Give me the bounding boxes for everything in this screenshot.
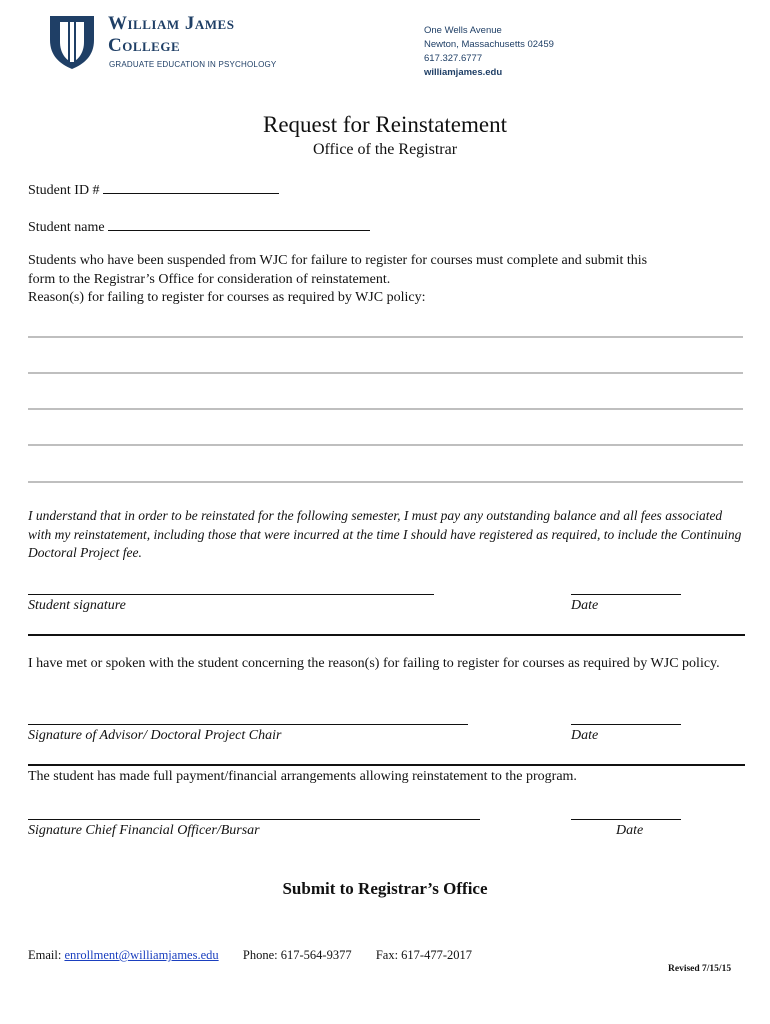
- submit-heading: Submit to Registrar’s Office: [282, 879, 488, 898]
- student-date-label: Date: [571, 598, 599, 613]
- phone-number: Phone: 617-564-9377: [242, 948, 352, 962]
- fax-number: Fax: 617-477-2017: [375, 948, 473, 962]
- revision-date: Revised 7/15/15: [668, 964, 732, 974]
- reason-line-3[interactable]: [28, 408, 743, 410]
- advisor-statement: I have met or spoken with the student concerning the reason(s) for failing to register for courses as required by WJC policy.: [28, 656, 720, 671]
- student-id-row: [28, 180, 279, 199]
- student-name-label: Student name: [28, 220, 105, 235]
- reason-line-2[interactable]: [28, 372, 743, 374]
- cfo-date-label: Date: [616, 823, 644, 838]
- advisor-date-field[interactable]: [571, 724, 681, 725]
- reason-line-4[interactable]: [28, 444, 743, 446]
- student-name-row: [28, 217, 370, 236]
- form-title: Request for Reinstatement: [263, 112, 507, 137]
- reason-line-1[interactable]: [28, 336, 743, 338]
- advisor-signature-label: Signature of Advisor/ Doctoral Project Chair: [28, 728, 282, 743]
- understand-statement: I understand that in order to be reinstated for the following semester, I must pay any outstanding balance and all fees associated with my reinstatement, including those that were incurred at the time I should have registered as required, to include the Continuing Doctoral Project fee.: [28, 508, 742, 560]
- reasons-label: Reason(s) for failing to register for courses as required by WJC policy:: [28, 290, 426, 305]
- college-logo-shield-icon: [48, 14, 96, 70]
- advisor-signature-field[interactable]: [28, 724, 468, 725]
- contact-info: [28, 948, 472, 963]
- cfo-signature-label: Signature Chief Financial Officer/Bursar: [28, 823, 260, 838]
- college-address: [424, 24, 554, 80]
- form-subtitle: Office of the Registrar: [312, 141, 458, 158]
- email-label: Email:: [28, 948, 62, 962]
- reason-line-5[interactable]: [28, 481, 743, 483]
- intro-paragraph: Students who have been suspended from WJC for failure to register for courses must complete and submit this form to the Registrar’s Office for consideration of reinstatement. Reason(s) for failing to register for courses as required by WJC policy:: [28, 252, 748, 308]
- student-date-field[interactable]: [571, 594, 681, 595]
- address-line-1: One Wells Avenue: [424, 25, 502, 36]
- college-name: William James College: [108, 13, 235, 56]
- address-line-2: Newton, Massachusetts 02459: [424, 39, 554, 50]
- email-link[interactable]: enrollment@williamjames.edu: [64, 948, 219, 962]
- college-tagline: GRADUATE EDUCATION IN PSYCHOLOGY: [109, 60, 277, 69]
- cfo-signature-field[interactable]: [28, 819, 480, 820]
- student-signature-label: Student signature: [28, 598, 126, 613]
- address-phone: 617.327.6777: [424, 53, 483, 64]
- payment-statement: The student has made full payment/financial arrangements allowing reinstatement to the program.: [28, 769, 577, 784]
- advisor-date-label: Date: [571, 728, 599, 743]
- college-website: williamjames.edu: [424, 67, 503, 78]
- student-id-label: Student ID #: [28, 183, 100, 198]
- student-signature-field[interactable]: [28, 594, 434, 595]
- student-id-field[interactable]: [103, 180, 279, 194]
- cfo-date-field[interactable]: [571, 819, 681, 820]
- section-divider-2: [28, 764, 745, 766]
- section-divider-1: [28, 634, 745, 636]
- student-name-field[interactable]: [108, 217, 370, 231]
